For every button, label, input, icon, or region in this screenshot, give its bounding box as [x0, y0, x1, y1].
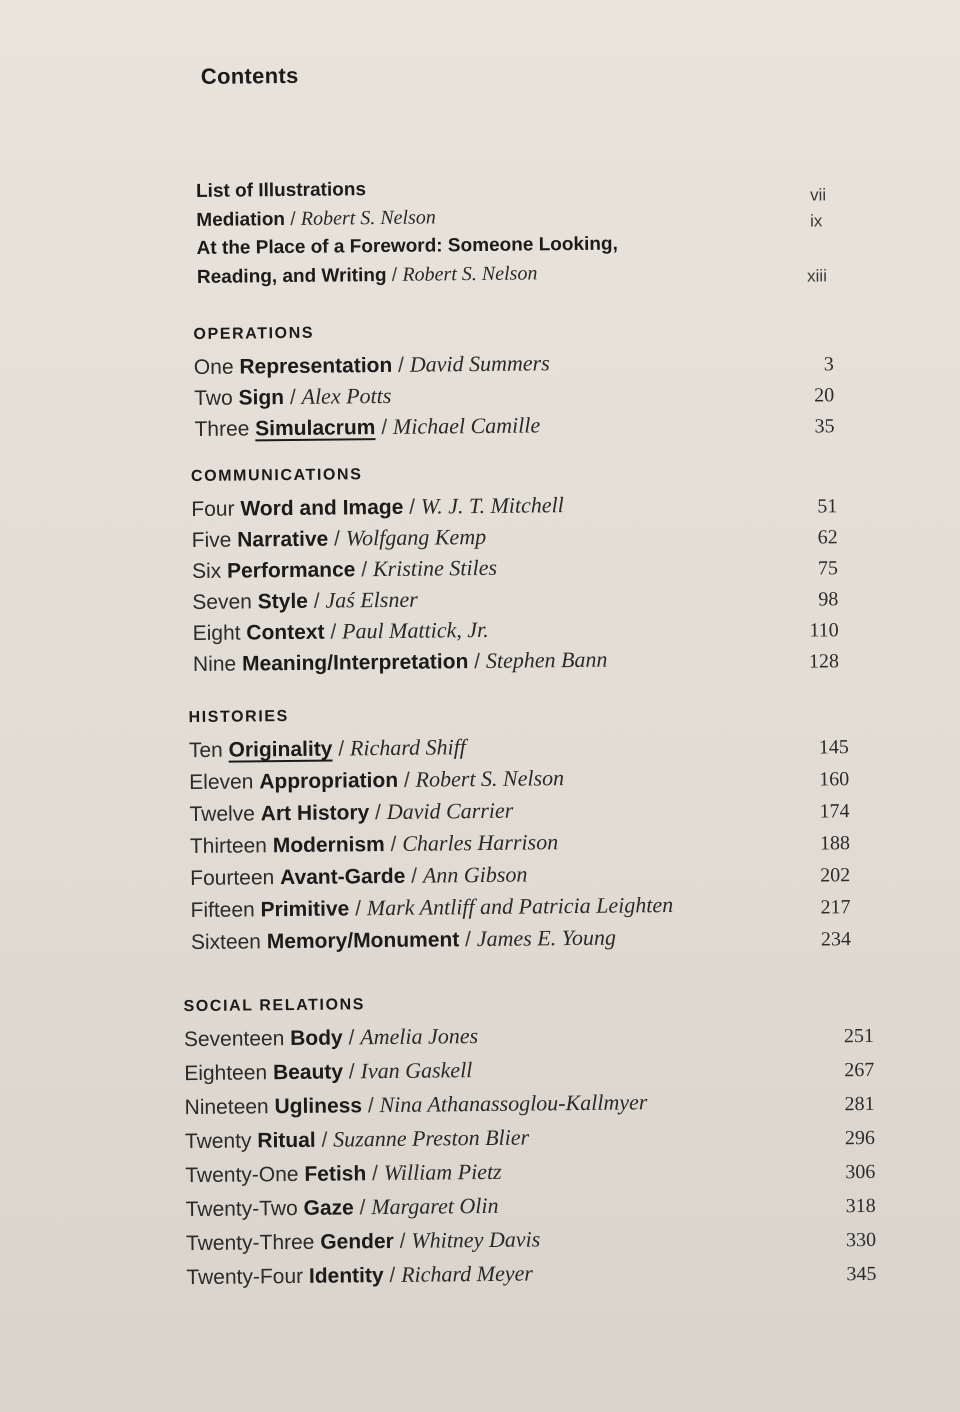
- chapter-author: Ann Gibson: [422, 861, 528, 888]
- chapter-topic: Ugliness: [274, 1094, 363, 1119]
- page-number: 160: [819, 768, 850, 791]
- chapter-number: Nineteen: [184, 1095, 269, 1120]
- chapter-number: Eleven: [189, 770, 254, 795]
- front-matter-title: At the Place of a Foreword: Someone Looking,: [196, 233, 618, 259]
- chapter-number: Thirteen: [189, 834, 268, 859]
- chapter-author: Paul Mattick, Jr.: [341, 616, 489, 644]
- page-number: 145: [818, 736, 849, 759]
- chapter-topic: Memory/Monument: [266, 928, 460, 954]
- chapter-author: James E. Young: [476, 924, 617, 952]
- chapter-topic: Beauty: [272, 1060, 344, 1085]
- page-number: 110: [809, 619, 839, 642]
- chapter-author: Whitney Davis: [411, 1226, 541, 1253]
- separator: /: [371, 1162, 379, 1186]
- chapter-topic: Simulacrum: [255, 416, 376, 441]
- chapter-topic: Narrative: [237, 527, 329, 552]
- chapter-number: Eight: [192, 621, 241, 646]
- chapter-author: Margaret Olin: [371, 1192, 499, 1220]
- chapter-number: Six: [191, 559, 222, 584]
- front-matter-list: [196, 171, 837, 292]
- chapter-number: Twenty-Two: [185, 1196, 298, 1222]
- chapter-author: Ivan Gaskell: [360, 1057, 473, 1084]
- page-number: 296: [844, 1126, 876, 1150]
- page-number: 35: [814, 415, 835, 438]
- page-number: 202: [820, 864, 851, 887]
- front-matter-title: Mediation: [196, 209, 286, 231]
- page-number: 62: [817, 526, 838, 549]
- chapter-number: Twenty: [184, 1129, 252, 1154]
- chapter-author: Richard Shiff: [349, 734, 466, 761]
- chapter-author: Nina Athanassoglou-Kallmyer: [379, 1089, 648, 1118]
- chapter-author: David Carrier: [386, 797, 514, 824]
- chapter-author: Charles Harrison: [402, 829, 559, 856]
- toc-entry: [194, 409, 834, 447]
- front-matter-page: xiii: [806, 266, 828, 286]
- separator: /: [381, 415, 388, 440]
- chapter-author: Michael Camille: [392, 412, 541, 439]
- front-matter-page: ix: [809, 211, 823, 231]
- chapter-author: Alex Potts: [301, 382, 392, 409]
- chapter-number: Eighteen: [184, 1061, 268, 1086]
- page-title: Contents: [200, 62, 299, 89]
- front-matter-title-continued: Reading, and Writing: [196, 264, 387, 288]
- chapter-number: Twelve: [189, 802, 256, 827]
- separator: /: [333, 527, 341, 551]
- chapter-topic: Gaze: [303, 1196, 354, 1220]
- page-number: 20: [814, 384, 835, 407]
- chapter-author: David Summers: [409, 350, 550, 377]
- page-number: 75: [817, 557, 839, 580]
- toc-entry: [186, 1257, 876, 1298]
- section-social-relations: [183, 991, 876, 1298]
- chapter-number: Fourteen: [190, 866, 275, 891]
- separator: /: [474, 650, 481, 674]
- chapter-topic: Fetish: [304, 1162, 367, 1186]
- chapter-number: Seven: [192, 590, 252, 615]
- separator: /: [367, 1094, 374, 1118]
- page-number: 330: [845, 1228, 877, 1252]
- separator: /: [389, 1263, 396, 1287]
- chapter-topic: Identity: [308, 1264, 384, 1288]
- section-histories: [188, 702, 851, 961]
- separator: /: [361, 558, 368, 582]
- section-operations: [193, 319, 834, 447]
- chapter-author: Mark Antliff and Patricia Leighten: [366, 892, 674, 921]
- separator: /: [399, 1229, 406, 1253]
- front-matter-page: vii: [809, 185, 827, 205]
- page-number: 251: [843, 1024, 875, 1048]
- section-communications: [191, 461, 839, 682]
- section-heading: HISTORIES: [188, 708, 289, 727]
- page-number: 281: [844, 1092, 875, 1116]
- separator: /: [355, 897, 362, 921]
- chapter-author: Suzanne Preston Blier: [333, 1124, 530, 1152]
- separator: /: [411, 864, 418, 888]
- chapter-topic: Sign: [238, 386, 285, 410]
- chapter-topic: Appropriation: [259, 768, 399, 794]
- chapter-author: Jaś Elsner: [325, 586, 418, 613]
- chapter-topic: Modernism: [272, 833, 385, 858]
- chapter-author: William Pietz: [383, 1158, 502, 1186]
- separator: /: [403, 768, 410, 792]
- separator: /: [290, 208, 296, 230]
- separator: /: [374, 801, 382, 825]
- separator: /: [409, 495, 416, 519]
- separator: /: [359, 1196, 366, 1220]
- section-heading: SOCIAL RELATIONS: [183, 996, 366, 1016]
- page-number: 51: [817, 495, 838, 518]
- chapter-topic: Gender: [320, 1229, 394, 1254]
- chapter-topic: Performance: [226, 558, 356, 583]
- chapter-number: Three: [194, 417, 250, 441]
- chapter-topic: Art History: [260, 801, 370, 826]
- chapter-topic: Meaning/Interpretation: [241, 650, 469, 676]
- page-number: 98: [818, 588, 839, 611]
- chapter-author: Richard Meyer: [400, 1260, 533, 1287]
- chapter-author: Kristine Stiles: [372, 554, 498, 582]
- chapter-topic: Primitive: [260, 897, 350, 922]
- chapter-author: Amelia Jones: [360, 1023, 479, 1050]
- separator: /: [348, 1026, 355, 1050]
- chapter-number: Four: [191, 497, 235, 522]
- page-number: 345: [846, 1262, 877, 1286]
- separator: /: [313, 589, 320, 613]
- chapter-number: Fifteen: [190, 898, 255, 923]
- section-heading: COMMUNICATIONS: [190, 466, 363, 486]
- toc-entry: [191, 922, 851, 961]
- chapter-topic: Body: [290, 1026, 343, 1051]
- chapter-number: Nine: [192, 652, 237, 677]
- page-number: 267: [844, 1058, 875, 1082]
- chapter-topic: Originality: [228, 737, 333, 762]
- chapter-number: Seventeen: [183, 1027, 285, 1052]
- page-number: 306: [845, 1160, 876, 1184]
- front-matter-item: [196, 228, 837, 292]
- page-number: 3: [823, 353, 834, 376]
- toc-entry: [193, 644, 839, 682]
- separator: /: [397, 353, 405, 377]
- page-number: 318: [845, 1194, 876, 1218]
- chapter-topic: Word and Image: [240, 495, 404, 521]
- chapter-author: W. J. T. Mitchell: [420, 492, 564, 519]
- separator: /: [321, 1128, 328, 1152]
- separator: /: [338, 737, 345, 761]
- chapter-topic: Avant-Garde: [279, 864, 406, 890]
- chapter-number: Ten: [188, 738, 223, 763]
- chapter-topic: Representation: [239, 353, 393, 379]
- separator: /: [391, 264, 398, 286]
- chapter-author: Robert S. Nelson: [415, 765, 565, 792]
- page-number: 174: [819, 800, 850, 823]
- chapter-number: Five: [191, 528, 232, 553]
- page-number: 234: [820, 928, 851, 951]
- chapter-topic: Style: [257, 589, 309, 614]
- front-matter-author: Robert S. Nelson: [402, 262, 538, 286]
- section-heading: OPERATIONS: [193, 324, 315, 343]
- page-number: 217: [820, 896, 851, 919]
- separator: /: [464, 928, 472, 952]
- chapter-topic: Ritual: [257, 1128, 316, 1153]
- chapter-number: Twenty-Four: [186, 1264, 304, 1290]
- chapter-author: Wolfgang Kemp: [345, 523, 487, 551]
- front-matter-title: List of Illustrations: [195, 179, 367, 202]
- page-number: 188: [819, 832, 850, 855]
- separator: /: [390, 832, 397, 856]
- separator: /: [330, 620, 337, 644]
- chapter-number: Two: [194, 386, 233, 410]
- chapter-topic: Context: [246, 620, 325, 645]
- chapter-number: Sixteen: [190, 930, 262, 955]
- separator: /: [289, 385, 296, 409]
- front-matter-author: Robert S. Nelson: [300, 206, 436, 230]
- chapter-number: One: [193, 355, 234, 379]
- chapter-number: Twenty-One: [185, 1162, 299, 1188]
- page-number: 128: [808, 650, 840, 673]
- chapter-author: Stephen Bann: [485, 646, 608, 673]
- separator: /: [348, 1060, 355, 1084]
- chapter-number: Twenty-Three: [185, 1230, 315, 1256]
